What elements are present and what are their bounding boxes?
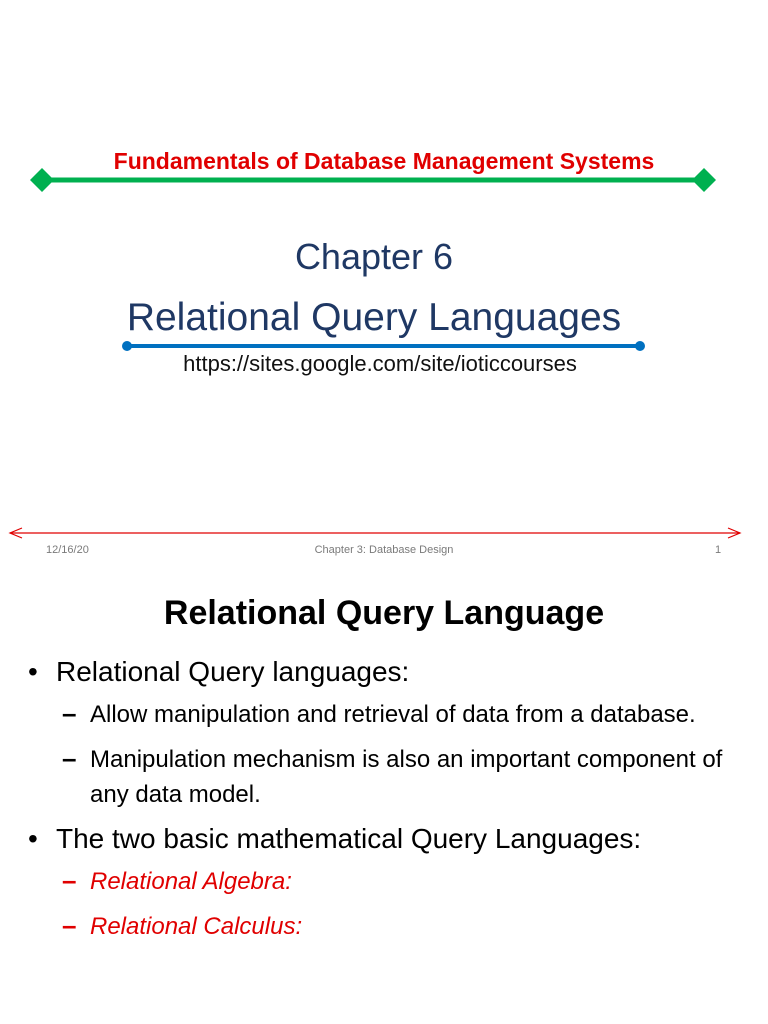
- sub-bullet-text: Allow manipulation and retrieval of data from a database.: [90, 701, 696, 728]
- slide-2: [0, 575, 768, 1024]
- bullet-dot-icon: •: [28, 656, 38, 687]
- sub-bullet-item: [28, 697, 758, 732]
- dash-icon: –: [62, 743, 77, 773]
- course-url: https://sites.google.com/site/ioticcourses: [183, 351, 577, 376]
- bullet-text: Relational Query languages:: [56, 656, 410, 687]
- bullet-text: The two basic mathematical Query Languages:: [56, 823, 642, 854]
- chapter-subtitle: Relational Query Languages: [126, 296, 622, 339]
- dash-icon: –: [62, 910, 77, 940]
- blue-rule-dot-right: [635, 341, 645, 351]
- sub-bullet-text: Manipulation mechanism is also an important component of any data model.: [90, 746, 723, 808]
- course-title: Fundamentals of Database Management Systems: [113, 148, 655, 174]
- bullet-dot-icon: •: [28, 823, 38, 854]
- footer-date: 12/16/20: [46, 544, 89, 556]
- sub-bullet-item: [28, 742, 758, 812]
- bullet-list: [28, 655, 758, 954]
- sub-bullet-text-relational-calculus: Relational Calculus:: [90, 913, 303, 940]
- sub-bullet-item: [28, 909, 758, 944]
- dash-icon: –: [62, 865, 77, 895]
- bullet-item: [28, 822, 758, 856]
- dash-icon: –: [62, 698, 77, 728]
- sub-bullet-text-relational-algebra: Relational Algebra:: [90, 868, 292, 895]
- bullet-item: [28, 655, 758, 689]
- footer-chapter: Chapter 3: Database Design: [314, 544, 454, 556]
- red-arrow-left: [10, 528, 22, 538]
- sub-bullet-item: [28, 864, 758, 899]
- blue-rule-dot-left: [122, 341, 132, 351]
- chapter-title: Chapter 6: [294, 236, 454, 277]
- slide-2-title: Relational Query Language: [163, 594, 605, 632]
- footer-page-number: 1: [715, 544, 722, 556]
- red-arrow-right: [728, 528, 740, 538]
